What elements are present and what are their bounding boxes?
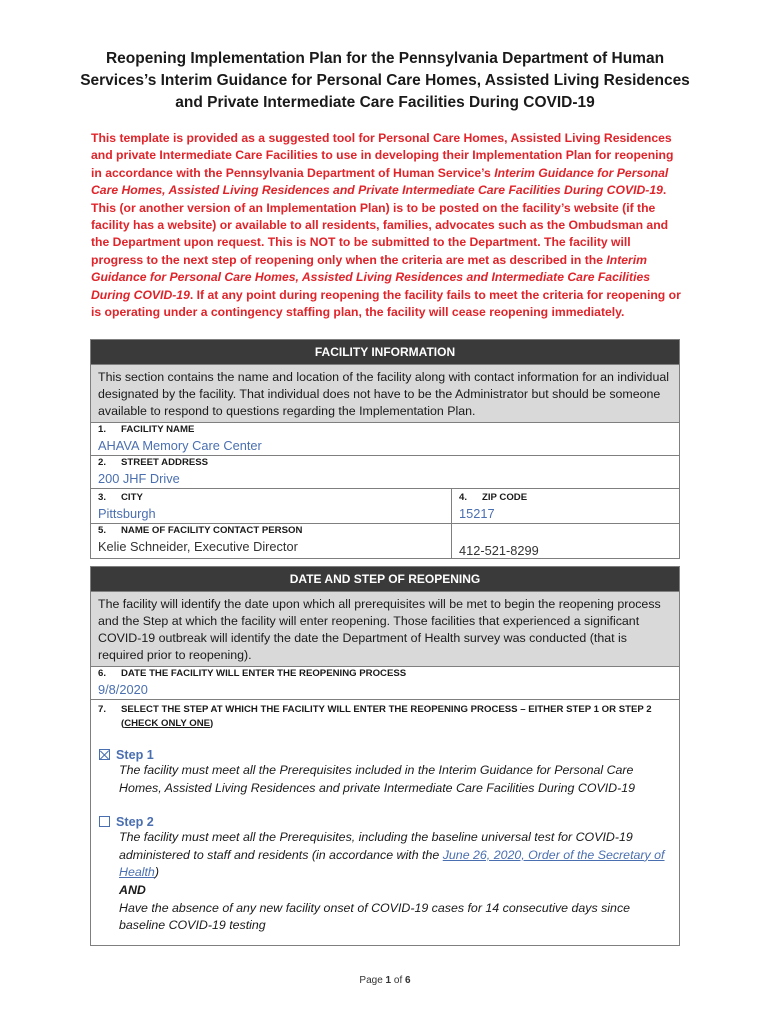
city-value[interactable]: Pittsburgh <box>98 506 156 521</box>
step1-checkbox-checked-icon[interactable] <box>99 749 110 760</box>
facility-info-header: FACILITY INFORMATION <box>91 340 679 365</box>
reopening-table <box>90 566 680 946</box>
contact-phone-value[interactable]: 412-521-8299 <box>459 543 539 558</box>
contact-label: 5. NAME OF FACILITY CONTACT PERSON <box>98 525 303 536</box>
step2-label: Step 2 <box>116 815 154 830</box>
street-address-value[interactable]: 200 JHF Drive <box>98 471 180 486</box>
contact-row <box>91 524 679 558</box>
city-label: 3. CITY <box>98 492 143 503</box>
page-title: Reopening Implementation Plan for the Pennsylvania Department of Human Services’s Interim Guidance for Personal Care Homes, Assisted Living Residences and Private Intermediate Care Facilities During COVID-19 <box>80 50 690 111</box>
step1-option[interactable] <box>91 731 679 797</box>
city-zip-row <box>91 489 679 524</box>
step1-description: The facility must meet all the Prerequisites included in the Interim Guidance for Personal Care Homes, Assisted Living Residences and private Intermediate Care Facilities During COVID-19 <box>119 763 636 795</box>
reopening-date-value[interactable]: 9/8/2020 <box>98 682 148 697</box>
reopening-step-row <box>91 700 679 945</box>
reopening-description: The facility will identify the date upon which all prerequisites will be met to begin the reopening process and the Step at which the facility will enter reopening. Those facilities that experienced a significant COVID-19 outbreak will identify the date the Department of Health survey was conducted (that is required prior to reopening). <box>91 592 679 667</box>
facility-name-row <box>91 423 679 456</box>
contact-value[interactable]: Kelie Schneider, Executive Director <box>98 539 298 554</box>
street-address-row <box>91 456 679 489</box>
street-address-label: 2. STREET ADDRESS <box>98 457 209 468</box>
reopening-step-label: 7. SELECT THE STEP AT WHICH THE FACILITY WILL ENTER THE REOPENING PROCESS – EITHER STEP 1 OR STEP 2 (CHECK ONLY ONE) <box>98 704 652 729</box>
reopening-date-label: 6. DATE THE FACILITY WILL ENTER THE REOPENING PROCESS <box>98 668 407 679</box>
zip-value[interactable]: 15217 <box>459 506 495 521</box>
step2-option[interactable] <box>91 797 679 935</box>
order-secretary-of-health-link[interactable]: June 26, 2020, Order of the Secretary of Health <box>119 847 665 880</box>
page-number: Page 1 of 6 <box>359 975 411 986</box>
facility-info-table <box>90 339 680 559</box>
reopening-header: DATE AND STEP OF REOPENING <box>91 567 679 592</box>
facility-info-description: This section contains the name and location of the facility along with contact information for an individual designated by the facility. That individual does not have to be the Administrator but should be someone available to respond to questions regarding the Implementation Plan. <box>91 365 679 423</box>
step2-checkbox-unchecked-icon[interactable] <box>99 816 110 827</box>
step1-label: Step 1 <box>116 748 154 762</box>
intro-paragraph: This template is provided as a suggested tool for Personal Care Homes, Assisted Living Residences and private Intermediate Care Facilities to use in developing their Implementation Plan for reopening in accordance with the Pennsylvania Department of Human Service’s Interim Guidance for Personal Care Homes, Assisted Living Residences and Private Intermediate Care Facilities During COVID-19. This (or another version of an Implementation Plan) is to be posted on the facility’s website (if the facility has a website) or available to all residents, families, advocates such as the Ombudsman and the Department upon request. This is NOT to be submitted to the Department. The facility will progress to the next step of reopening only when the criteria are met as described in the Interim Guidance for Personal Care Homes, Assisted Living Residences and Intermediate Care Facilities During COVID-19. If at any point during reopening the facility fails to meet the criteria for reopening or is operating under a contingency staffing plan, the facility will cease reopening immediately. <box>91 131 681 320</box>
zip-label: 4. ZIP CODE <box>459 492 528 503</box>
facility-name-value[interactable]: AHAVA Memory Care Center <box>98 438 262 453</box>
reopening-date-row <box>91 667 679 700</box>
facility-name-label: 1. FACILITY NAME <box>98 424 195 435</box>
step2-description: The facility must meet all the Prerequisites, including the baseline universal test for COVID-19 administered to staff and residents (in accordance with the June 26, 2020, Order of the Secretary of Health) AND Have the absence of any new facility onset of COVID-19 cases for 14 consecutive days since baseline COVID-19 testing <box>119 830 665 933</box>
